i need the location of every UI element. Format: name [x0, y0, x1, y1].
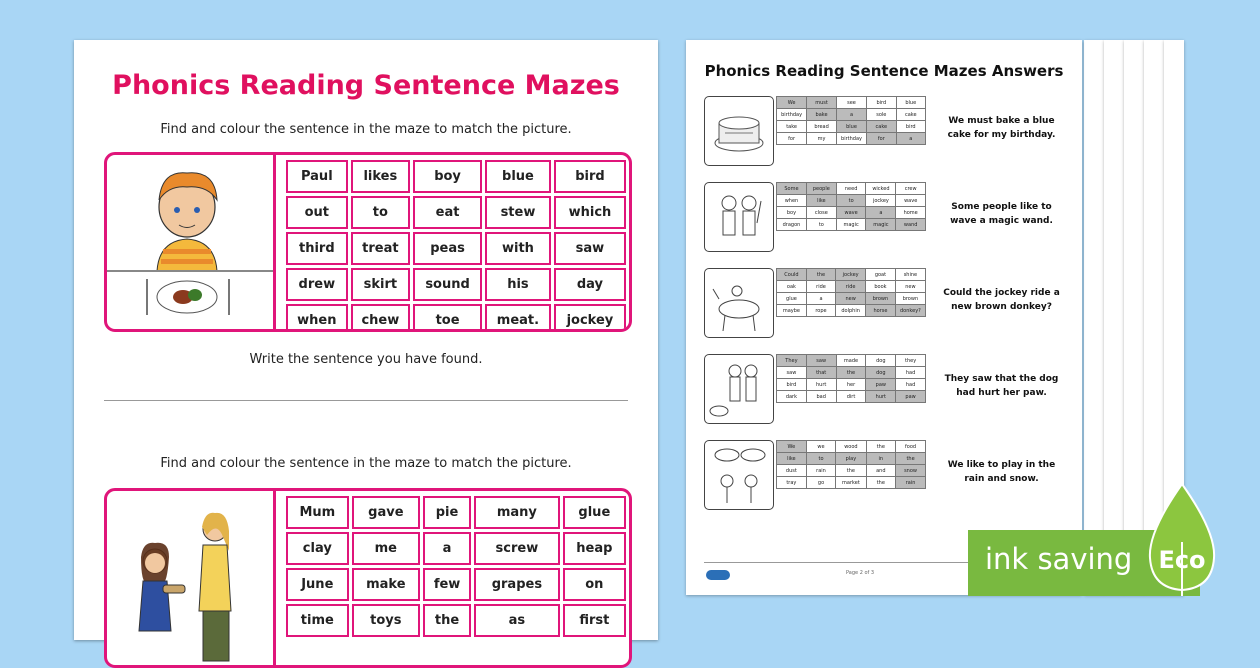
answer-cell: in: [866, 453, 896, 465]
answer-cell: see: [836, 97, 866, 109]
ink-saving-label: ink saving: [985, 542, 1133, 576]
answer-cell: bird: [896, 121, 925, 133]
answer-cell: to: [806, 219, 836, 231]
answer-cell: saw: [777, 367, 807, 379]
maze-cell[interactable]: glue: [563, 496, 626, 529]
instruction: Find and colour the sentence in the maze to match the picture.: [160, 456, 572, 471]
answer-cell: dirt: [836, 391, 866, 403]
maze-cell[interactable]: gave: [352, 496, 420, 529]
answer-cell: rope: [806, 305, 835, 317]
answer-cell: people: [806, 183, 836, 195]
maze-cell[interactable]: drew: [286, 268, 348, 301]
children-dog-picture: [704, 354, 774, 424]
answers-worksheet: [686, 40, 1082, 595]
answer-grid: [776, 354, 926, 403]
maze-cell[interactable]: screw: [474, 532, 560, 565]
answer-cell: birthday: [777, 109, 807, 121]
maze-cell[interactable]: eat: [413, 196, 482, 229]
answer-cell: bird: [777, 379, 807, 391]
answer-cell: cake: [896, 109, 925, 121]
answer-cell: dog: [866, 367, 896, 379]
maze-cell[interactable]: his: [485, 268, 551, 301]
answer-cell: close: [806, 207, 836, 219]
maze-1: [104, 152, 632, 332]
answer-cell: and: [866, 465, 896, 477]
answer-cell: food: [896, 441, 926, 453]
answer-cell: they: [896, 355, 926, 367]
answer-cell: the: [836, 367, 866, 379]
answer-cell: ride: [806, 281, 835, 293]
answer-cell: play: [836, 453, 866, 465]
answer-cell: a: [866, 207, 896, 219]
stacked-page-edge: [1104, 40, 1124, 595]
answer-cell: brown: [866, 293, 896, 305]
answer-cell: my: [807, 133, 837, 145]
maze-grid: [283, 157, 629, 332]
answer-cell: shine: [895, 269, 925, 281]
answer-cell: We: [777, 97, 807, 109]
answer-cell: a: [806, 293, 835, 305]
eco-leaf-icon: [1146, 482, 1218, 596]
children-wand-picture: [704, 182, 774, 252]
answer-cell: go: [806, 477, 836, 489]
answer-sentence: Some people like to wave a magic wand.: [950, 202, 1053, 226]
answer-cell: birthday: [836, 133, 866, 145]
answer-cell: a: [896, 133, 925, 145]
maze-cell[interactable]: blue: [485, 160, 551, 193]
answer-row: [704, 96, 1064, 171]
answer-cell: to: [806, 453, 836, 465]
maze-cell[interactable]: pie: [423, 496, 471, 529]
maze-cell[interactable]: on: [563, 568, 626, 601]
answer-cell: bird: [867, 97, 896, 109]
answer-cell: to: [836, 195, 866, 207]
maze-cell[interactable]: boy: [413, 160, 482, 193]
answer-cell: wave: [896, 195, 926, 207]
answer-cell: cake: [867, 121, 896, 133]
answer-cell: wood: [836, 441, 866, 453]
answer-cell: when: [777, 195, 807, 207]
stacked-page-edge: [1084, 40, 1104, 595]
answer-cell: jockey: [866, 195, 896, 207]
answer-cell: book: [866, 281, 896, 293]
answer-grid: [776, 96, 926, 145]
answer-cell: rain: [806, 465, 836, 477]
answer-cell: dust: [777, 465, 807, 477]
answer-row: [704, 440, 1064, 515]
answer-cell: that: [806, 367, 836, 379]
maze-cell[interactable]: bird: [554, 160, 626, 193]
boy-eating-picture: [107, 155, 276, 329]
answer-cell: tray: [777, 477, 807, 489]
answer-cell: goat: [866, 269, 896, 281]
answer-cell: We: [777, 441, 807, 453]
maze-cell[interactable]: jockey: [554, 304, 626, 332]
maze-cell[interactable]: third: [286, 232, 348, 265]
page-title: Phonics Reading Sentence Mazes: [112, 70, 620, 101]
answer-cell: crew: [896, 183, 926, 195]
maze-worksheet: [74, 40, 658, 640]
answer-cell: the: [836, 465, 866, 477]
answer-cell: like: [806, 195, 836, 207]
answer-cell: had: [896, 379, 926, 391]
answer-cell: new: [895, 281, 925, 293]
answer-cell: the: [866, 477, 896, 489]
answer-cell: the: [866, 441, 896, 453]
page-number: Page 2 of 3: [846, 570, 875, 576]
maze-cell[interactable]: treat: [351, 232, 410, 265]
maze-cell[interactable]: skirt: [351, 268, 410, 301]
answer-cell: snow: [896, 465, 926, 477]
answer-cell: we: [806, 441, 836, 453]
answer-cell: the: [896, 453, 926, 465]
answer-row: [704, 268, 1064, 343]
maze-cell[interactable]: a: [423, 532, 471, 565]
answer-cell: hurt: [806, 379, 836, 391]
answer-row: [704, 182, 1064, 257]
maze-cell[interactable]: heap: [563, 532, 626, 565]
answer-cell: glue: [777, 293, 807, 305]
answer-cell: blue: [896, 97, 925, 109]
answer-line[interactable]: [104, 400, 628, 401]
maze-cell[interactable]: stew: [485, 196, 551, 229]
maze-cell[interactable]: time: [286, 604, 349, 637]
maze-cell[interactable]: saw: [554, 232, 626, 265]
maze-cell[interactable]: me: [352, 532, 420, 565]
maze-cell[interactable]: Mum: [286, 496, 349, 529]
answer-cell: wand: [896, 219, 926, 231]
maze-cell[interactable]: which: [554, 196, 626, 229]
answer-cell: maybe: [777, 305, 807, 317]
answer-cell: jockey: [836, 269, 866, 281]
maze-cell[interactable]: out: [286, 196, 348, 229]
write-prompt: Write the sentence you have found.: [249, 352, 483, 367]
maze-cell[interactable]: June: [286, 568, 349, 601]
maze-cell[interactable]: day: [554, 268, 626, 301]
maze-cell[interactable]: the: [423, 604, 471, 637]
jockey-horse-picture: [704, 268, 774, 338]
maze-cell[interactable]: few: [423, 568, 471, 601]
maze-grid: [283, 493, 629, 640]
girls-sharing-picture: [107, 491, 276, 665]
answer-cell: ride: [836, 281, 866, 293]
answer-cell: Some: [777, 183, 807, 195]
answer-sentence: Could the jockey ride a new brown donkey?: [943, 288, 1060, 312]
maze-cell[interactable]: grapes: [474, 568, 560, 601]
answer-cell: They: [777, 355, 807, 367]
answer-cell: made: [836, 355, 866, 367]
maze-cell[interactable]: likes: [351, 160, 410, 193]
rain-snow-picture: [704, 440, 774, 510]
answer-cell: wicked: [866, 183, 896, 195]
answer-cell: wave: [836, 207, 866, 219]
maze-cell[interactable]: clay: [286, 532, 349, 565]
answer-row: [704, 354, 1064, 429]
answer-cell: boy: [777, 207, 807, 219]
maze-cell[interactable]: peas: [413, 232, 482, 265]
answer-cell: for: [777, 133, 807, 145]
maze-cell[interactable]: toe: [413, 304, 482, 332]
answer-cell: market: [836, 477, 866, 489]
answer-cell: for: [867, 133, 896, 145]
answer-cell: horse: [866, 305, 896, 317]
answer-cell: bread: [807, 121, 837, 133]
page-title: Phonics Reading Sentence Mazes Answers: [704, 62, 1064, 80]
answer-cell: dark: [777, 391, 807, 403]
instruction: Find and colour the sentence in the maze to match the picture.: [160, 122, 572, 137]
maze-cell[interactable]: as: [474, 604, 560, 637]
maze-cell[interactable]: chew: [351, 304, 410, 332]
answer-cell: dog: [866, 355, 896, 367]
answer-cell: dragon: [777, 219, 807, 231]
answer-cell: blue: [836, 121, 866, 133]
answer-cell: like: [777, 453, 807, 465]
maze-cell[interactable]: to: [351, 196, 410, 229]
maze-2: [104, 488, 632, 668]
answer-cell: dolphin: [836, 305, 866, 317]
answer-cell: the: [806, 269, 835, 281]
maze-cell[interactable]: make: [352, 568, 420, 601]
answer-cell: her: [836, 379, 866, 391]
answer-cell: bad: [806, 391, 836, 403]
answer-cell: oak: [777, 281, 807, 293]
maze-cell[interactable]: first: [563, 604, 626, 637]
maze-cell[interactable]: meat.: [485, 304, 551, 332]
eco-label: Eco: [1158, 546, 1206, 574]
answer-cell: hurt: [866, 391, 896, 403]
answer-cell: Could: [777, 269, 807, 281]
answer-cell: home: [896, 207, 926, 219]
maze-cell[interactable]: many: [474, 496, 560, 529]
answer-grid: [776, 440, 926, 489]
answer-cell: saw: [806, 355, 836, 367]
maze-cell[interactable]: Paul: [286, 160, 348, 193]
answer-cell: must: [807, 97, 837, 109]
answer-cell: new: [836, 293, 866, 305]
cake-picture: [704, 96, 774, 166]
answer-cell: a: [836, 109, 866, 121]
answer-cell: rain: [896, 477, 926, 489]
answer-cell: need: [836, 183, 866, 195]
maze-cell[interactable]: sound: [413, 268, 482, 301]
answer-cell: sole: [867, 109, 896, 121]
maze-cell[interactable]: with: [485, 232, 551, 265]
stacked-page-edge: [1124, 40, 1144, 595]
answer-cell: take: [777, 121, 807, 133]
answer-grid: [776, 268, 926, 317]
maze-cell[interactable]: when: [286, 304, 348, 332]
answer-cell: paw: [896, 391, 926, 403]
answer-cell: bake: [807, 109, 837, 121]
answer-cell: donkey?: [895, 305, 925, 317]
publisher-logo-icon: [706, 570, 730, 580]
answer-cell: had: [896, 367, 926, 379]
answer-grid: [776, 182, 926, 231]
answer-cell: magic: [866, 219, 896, 231]
answer-sentence: They saw that the dog had hurt her paw.: [944, 374, 1059, 398]
answer-cell: paw: [866, 379, 896, 391]
answer-cell: brown: [895, 293, 925, 305]
maze-cell[interactable]: toys: [352, 604, 420, 637]
answer-sentence: We must bake a blue cake for my birthday.: [947, 116, 1056, 140]
answer-cell: magic: [836, 219, 866, 231]
answer-sentence: We like to play in the rain and snow.: [947, 460, 1056, 484]
